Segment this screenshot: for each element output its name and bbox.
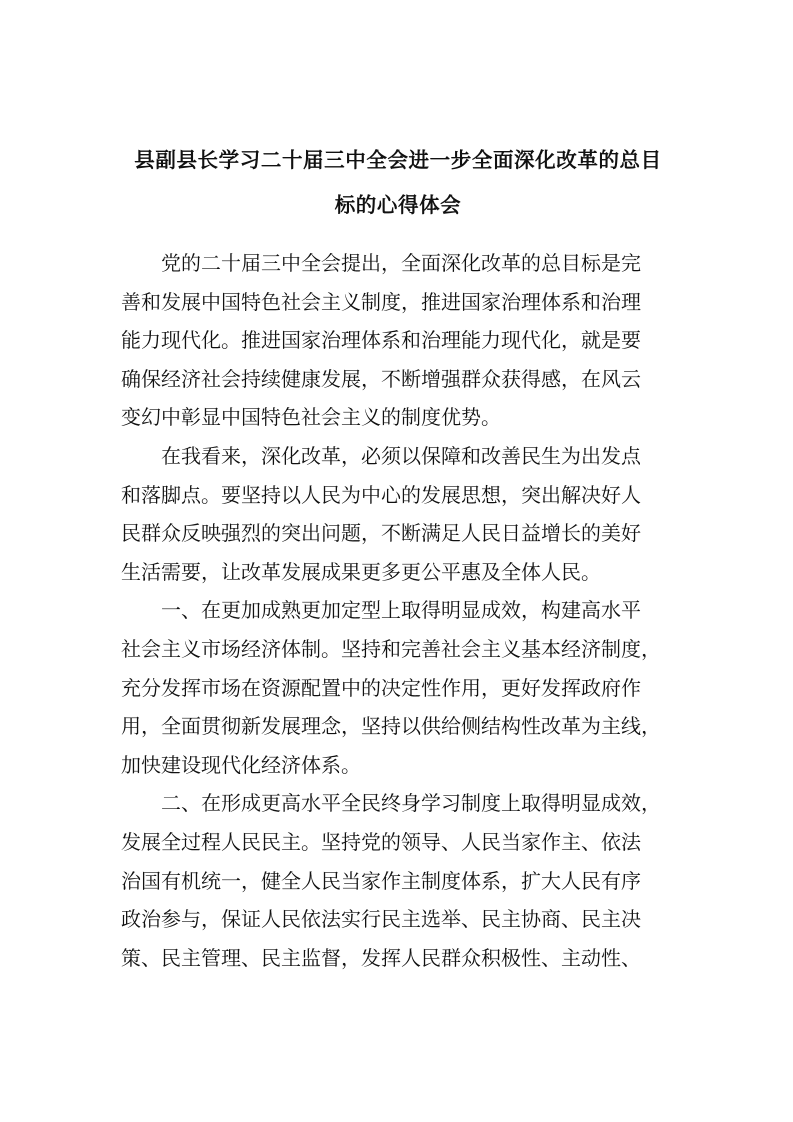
text-line: 治国有机统一，健全人民当家作主制度体系，扩大人民有序: [121, 868, 641, 893]
text-line: 一、在更加成熟更加定型上取得明显成效，构建高水平: [121, 598, 641, 623]
paragraph-4: [121, 784, 681, 977]
text-line: 政治参与，保证人民依法实行民主选举、民主协商、民主决: [121, 907, 641, 932]
document-body: [121, 244, 681, 977]
text-line: 在我看来，深化改革，必须以保障和改善民生为出发点: [121, 443, 641, 468]
text-line: 和落脚点。要坚持以人民为中心的发展思想，突出解决好人: [121, 482, 641, 507]
text-line: 社会主义市场经济体制。坚持和完善社会主义基本经济制度，: [121, 636, 661, 661]
text-line: 能力现代化。推进国家治理体系和治理能力现代化，就是要: [121, 328, 641, 353]
text-line: 确保经济社会持续健康发展，不断增强群众获得感，在风云: [121, 366, 641, 391]
paragraph-2: [121, 437, 681, 591]
text-line: 生活需要，让改革发展成果更多更公平惠及全体人民。: [121, 559, 601, 584]
title-line: 县副县长学习二十届三中全会进一步全面深化改革的总目: [134, 147, 662, 172]
text-line: 民群众反映强烈的突出问题，不断满足人民日益增长的美好: [121, 521, 641, 546]
paragraph-1: [121, 244, 681, 437]
text-line: 用，全面贯彻新发展理念，坚持以供给侧结构性改革为主线，: [121, 714, 661, 739]
text-line: 二、在形成更高水平全民终身学习制度上取得明显成效，: [121, 791, 661, 816]
text-line: 加快建设现代化经济体系。: [121, 752, 361, 777]
paragraph-3: [121, 591, 681, 784]
document-title: [118, 138, 678, 228]
text-line: 变幻中彰显中国特色社会主义的制度优势。: [121, 405, 501, 430]
text-line: 党的二十届三中全会提出，全面深化改革的总目标是完: [121, 251, 641, 275]
text-line: 发展全过程人民民主。坚持党的领导、人民当家作主、依法: [121, 829, 641, 854]
title-line: 标的心得体会: [334, 192, 462, 217]
text-line: 策、民主管理、民主监督，发挥人民群众积极性、主动性、: [121, 945, 641, 970]
text-line: 充分发挥市场在资源配置中的决定性作用，更好发挥政府作: [121, 675, 641, 700]
text-line: 善和发展中国特色社会主义制度，推进国家治理体系和治理: [121, 289, 641, 314]
